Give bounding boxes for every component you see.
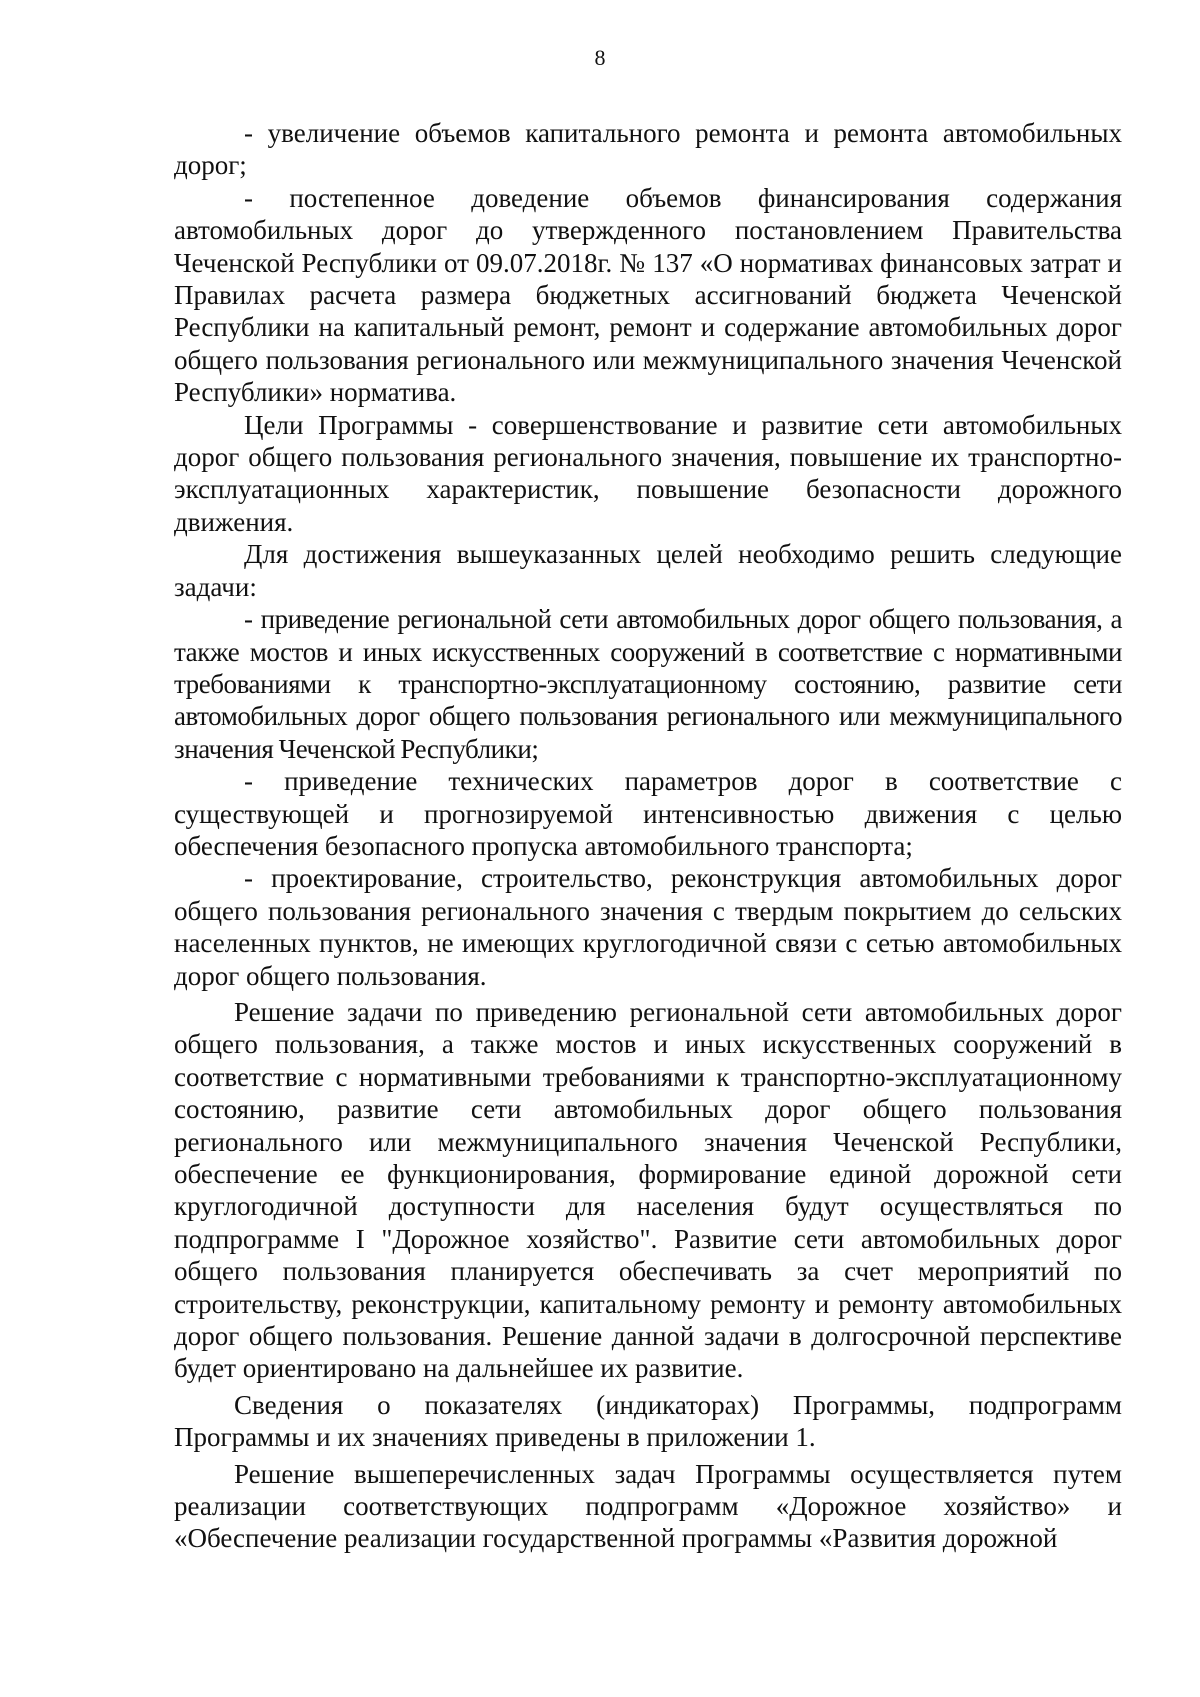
paragraph-implementation: Решение вышеперечисленных задач Программы осуществляется путем реализации соответствующих подпрограмм «Дорожное хозяйство» и «Обеспечение реализации государственной программы «Развития дорожной: [174, 1458, 1122, 1554]
paragraph-task-solution: Решение задачи по приведению региональной сети автомобильных дорог общего пользования, а также мостов и иных искусственных сооружений в соответствие с нормативными требованиями к транспортно-эксплуатационному состоянию, развитие сети автомобильных дорог общего пользования регионального или межмуниципального значения Чеченской Республики, обеспечение ее функционирования, формирование единой дорожной сети круглогодичной доступности для населения будут осуществляться по подпрограмме I "Дорожное хозяйство". Развитие сети автомобильных дорог общего пользования планируется обеспечивать за счет мероприятий по строительству, реконструкции, капитальному ремонту и ремонту автомобильных дорог общего пользования. Решение данной задачи в долгосрочной перспективе будет ориентировано на дальнейшее их развитие.: [174, 996, 1122, 1384]
document-body: [174, 117, 1122, 1555]
page-number: 8: [594, 45, 606, 70]
paragraph-financing: - постепенное доведение объемов финансирования содержания автомобильных дорог до утвержденного постановлением Правительства Чеченской Республики от 09.07.2018г. № 137 «О нормативах финансовых затрат и Правилах расчета размера бюджетных ассигнований бюджета Чеченской Республики на капитальный ремонт, ремонт и содержание автомобильных дорог общего пользования регионального или межмуниципального значения Чеченской Республики» норматива.: [174, 182, 1122, 408]
paragraph-tasks-intro: Для достижения вышеуказанных целей необходимо решить следующие задачи:: [174, 539, 1122, 602]
paragraph-task-network: - приведение региональной сети автомобильных дорог общего пользования, а также мостов и иных искусственных сооружений в соответствие с нормативными требованиями к транспортно-эксплуатационному состоянию, развитие сети автомобильных дорог общего пользования регионального или межмуниципального значения Чеченской Республики;: [174, 604, 1122, 764]
paragraph-task-construction: - проектирование, строительство, реконструкция автомобильных дорог общего пользования регионального значения с твердым покрытием до сельских населенных пунктов, не имеющих круглогодичной связи с сетью автомобильных дорог общего пользования.: [174, 863, 1122, 991]
paragraph-program-goals: Цели Программы - совершенствование и развитие сети автомобильных дорог общего пользования регионального значения, повышение их транспортно-эксплуатационных характеристик, повышение безопасности дорожного движения.: [174, 409, 1122, 537]
paragraph-task-parameters: - приведение технических параметров дорог в соответствие с существующей и прогнозируемой интенсивностью движения с целью обеспечения безопасного пропуска автомобильного транспорта;: [174, 766, 1122, 861]
paragraph-indicators: Сведения о показателях (индикаторах) Программы, подпрограмм Программы и их значениях приведены в приложении 1.: [174, 1389, 1122, 1453]
paragraph-repair-volumes: - увеличение объемов капитального ремонта и ремонта автомобильных дорог;: [174, 118, 1122, 181]
